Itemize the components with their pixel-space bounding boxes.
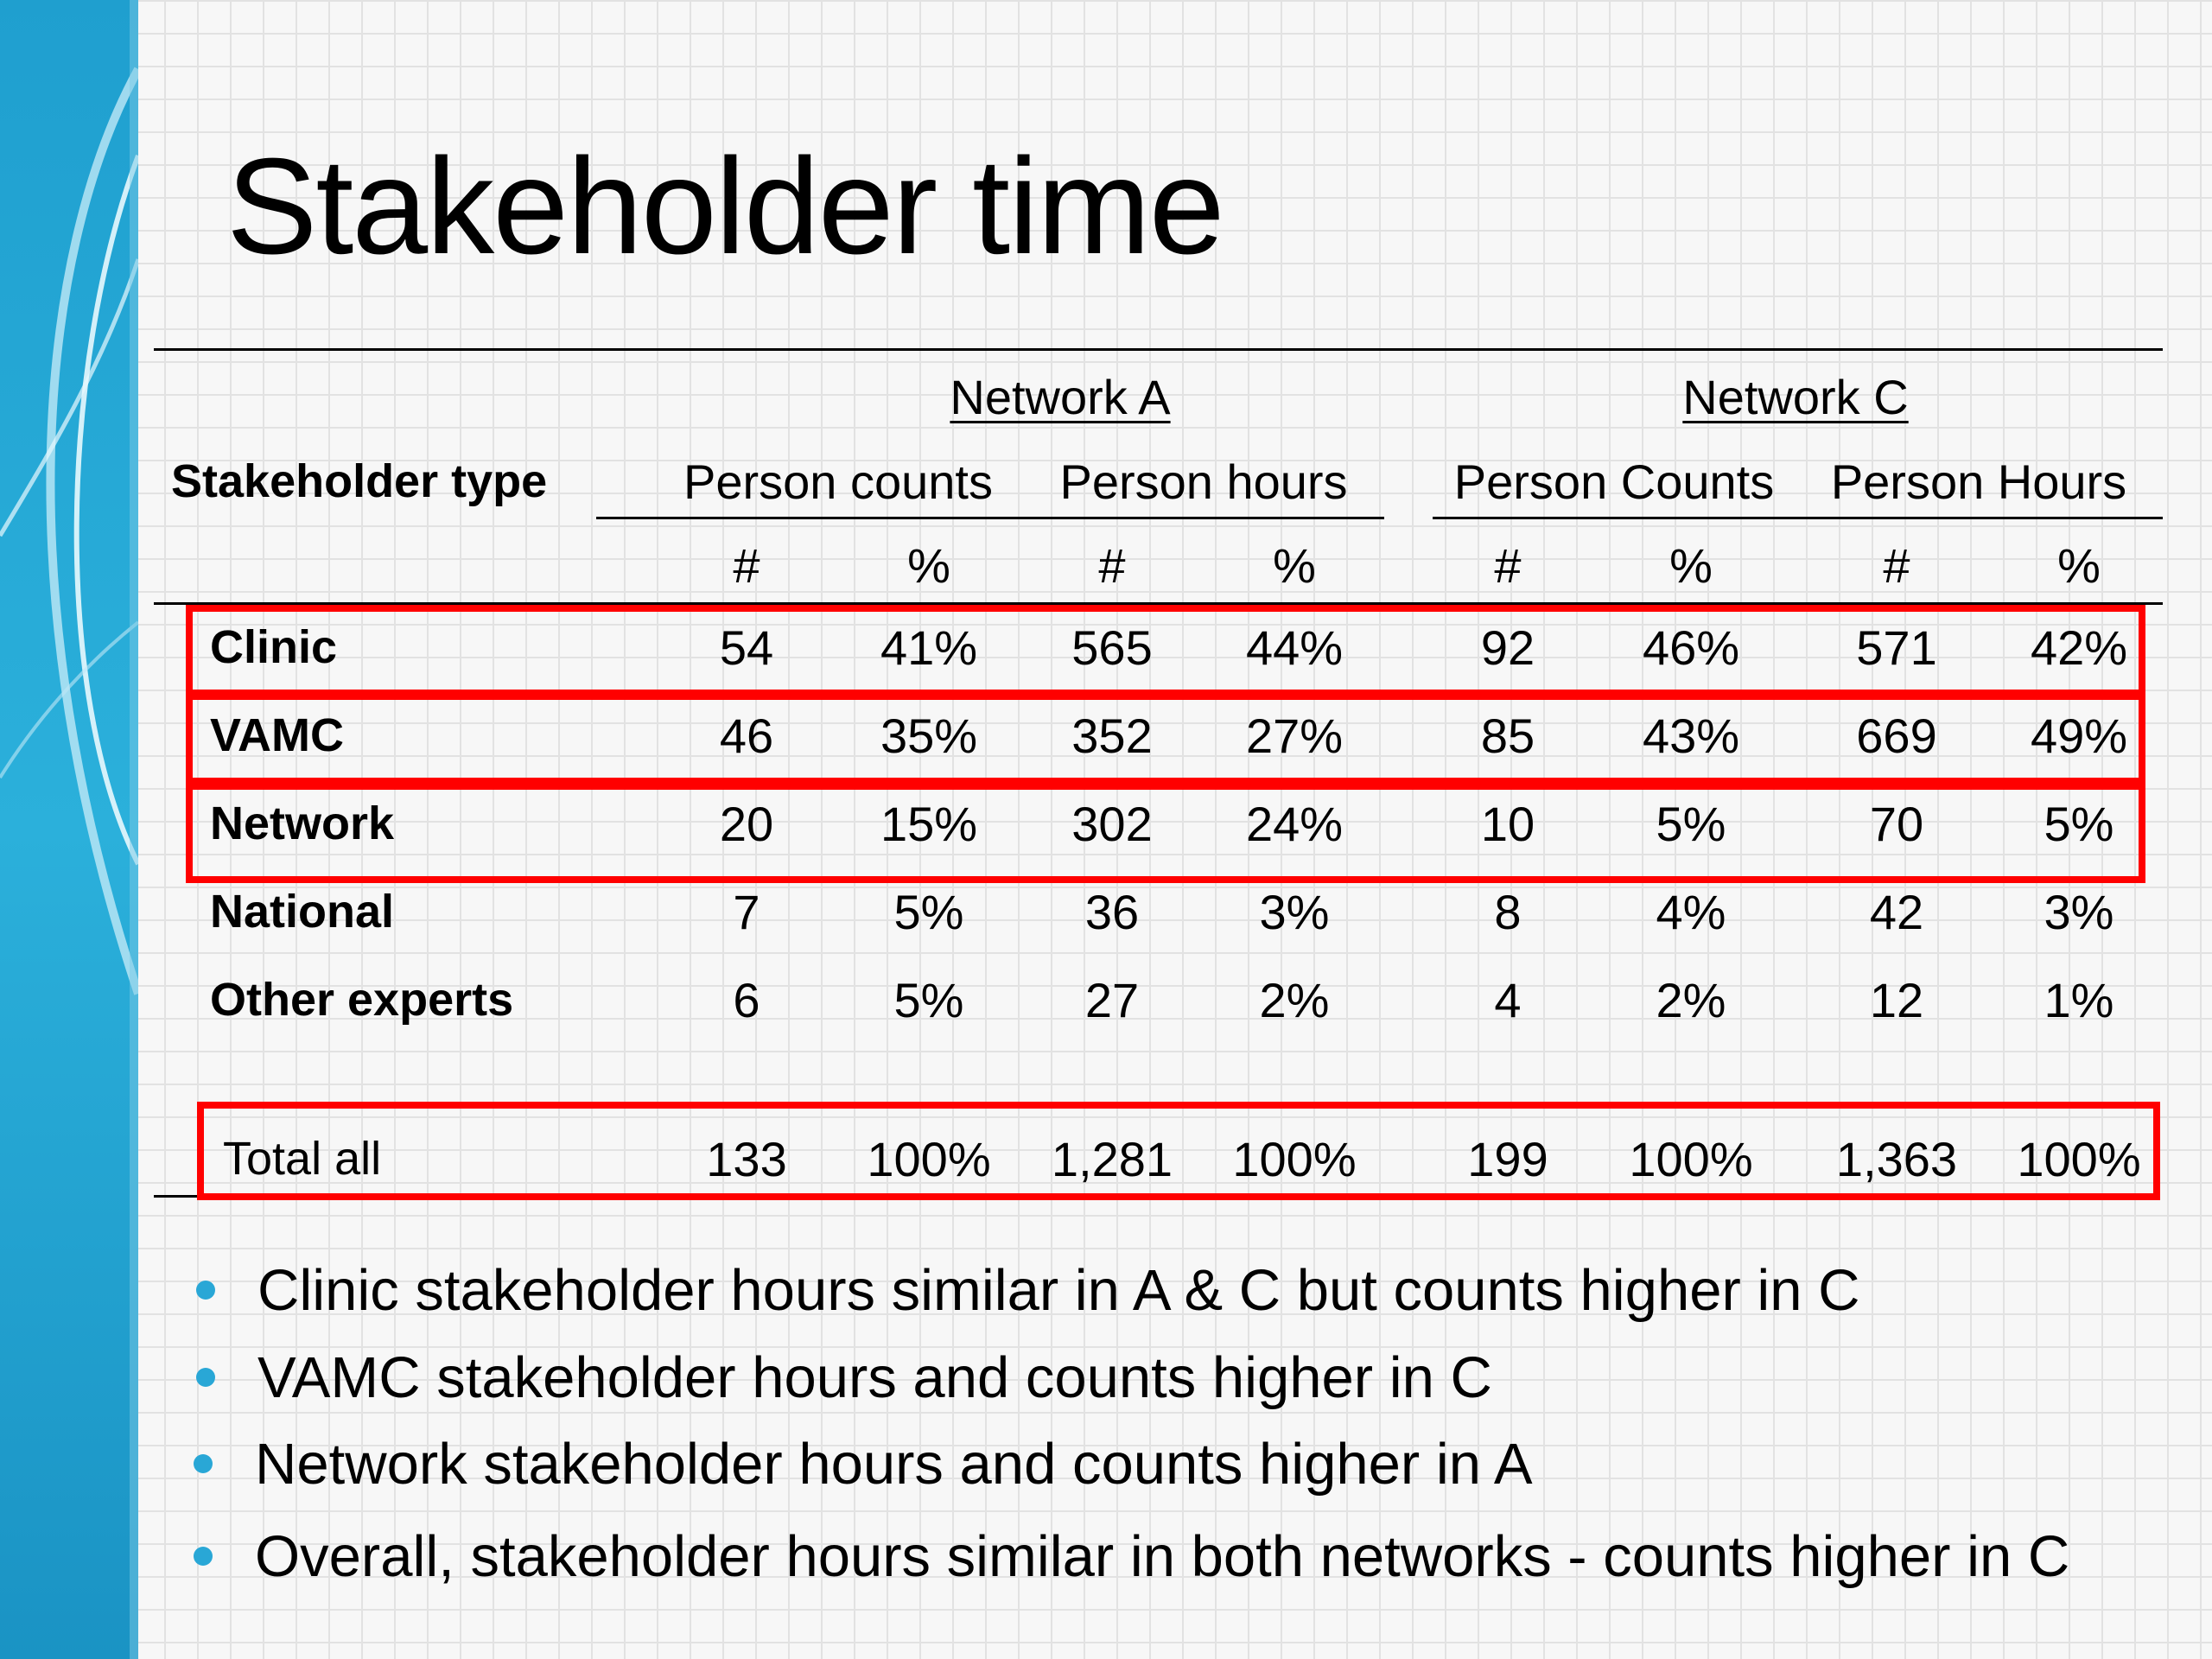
table-cell: 571 [1856,620,1937,675]
bullet-text: VAMC stakeholder hours and counts higher in C [257,1345,1492,1410]
row-label-clinic: Clinic [210,621,338,673]
table-cell: 3% [2044,885,2114,939]
table-cell: 3% [1259,885,1330,939]
total-cell: 100% [1232,1132,1357,1186]
highlight-box-vamc [186,693,2145,785]
table-cell: 6 [733,973,760,1027]
table-cell: 5% [1656,797,1726,851]
measure-header: Person Counts [1453,454,1775,509]
network-c-header: Network C [1682,370,1909,424]
table-cell: 43% [1642,709,1740,763]
total-cell: 133 [706,1132,787,1186]
table-cell: 27 [1084,973,1140,1027]
table-cell: 54 [719,620,774,675]
table-cell: 70 [1869,797,1924,851]
network-a-header: Network A [950,370,1171,424]
table-cell: 49% [2030,709,2128,763]
table-cell: 12 [1869,973,1924,1027]
table-cell: 352 [1071,709,1153,763]
network-a-rule [596,517,1384,519]
sub-header: % [907,538,950,593]
total-cell: 100% [1629,1132,1753,1186]
table-cell: 46% [1642,620,1740,675]
measure-header: Person counts [683,454,993,509]
row-label-vamc: VAMC [210,709,344,761]
table-cell: 27% [1245,709,1344,763]
table-cell: 10 [1480,797,1535,851]
total-cell: 1,363 [1835,1132,1958,1186]
sub-header: % [1669,538,1713,593]
total-cell: 100% [2017,1132,2141,1186]
slide-title: Stakeholder time [226,130,1224,283]
table-cell: 4% [1656,885,1726,939]
table-cell: 302 [1071,797,1153,851]
table-cell: 24% [1245,797,1344,851]
table-cell: 2% [1656,973,1726,1027]
table-cell: 5% [2044,797,2114,851]
highlight-box-total [197,1102,2160,1200]
table-top-rule [154,348,2163,351]
sub-header: % [1273,538,1316,593]
row-label-national: National [210,886,395,938]
table-cell: 35% [880,709,978,763]
highlight-box-network [186,783,2145,883]
sub-header: # [1494,538,1522,593]
table-cell: 44% [1245,620,1344,675]
table-cell: 565 [1071,620,1153,675]
row-label-total: Total all [223,1133,382,1185]
total-cell: 100% [867,1132,991,1186]
sub-header: # [1883,538,1910,593]
table-cell: 669 [1856,709,1937,763]
network-c-rule [1433,517,2163,519]
table-cell: 5% [893,885,964,939]
sub-header: # [733,538,760,593]
bullet-dot [196,1281,215,1300]
bullet-dot [196,1368,215,1387]
row-label-other-experts: Other experts [210,974,514,1026]
bullet-text: Overall, stakeholder hours similar in both networks - counts higher in C [255,1524,2070,1589]
bullet-dot [194,1454,213,1473]
table-cell: 2% [1259,973,1330,1027]
table-cell: 4 [1494,973,1522,1027]
table-cell: 41% [880,620,978,675]
sub-header: # [1098,538,1126,593]
bullet-text: Clinic stakeholder hours similar in A & C but counts higher in C [257,1258,1860,1323]
row-label-network: Network [210,798,395,849]
measure-header: Person Hours [1830,454,2127,509]
highlight-box-clinic [186,605,2145,696]
bullet-dot [194,1547,213,1566]
table-cell: 42% [2030,620,2128,675]
table-cell: 92 [1480,620,1535,675]
bullet-text: Network stakeholder hours and counts higher in A [255,1432,1533,1497]
measure-header: Person hours [1059,454,1348,509]
table-cell: 8 [1494,885,1522,939]
stakeholder-type-header: Stakeholder type [171,455,548,507]
table-cell: 46 [719,709,774,763]
table-cell: 15% [880,797,978,851]
table-cell: 5% [893,973,964,1027]
table-cell: 7 [733,885,760,939]
table-cell: 1% [2044,973,2114,1027]
table-cell: 20 [719,797,774,851]
table-cell: 36 [1084,885,1140,939]
table-cell: 42 [1869,885,1924,939]
total-cell: 199 [1467,1132,1548,1186]
decorative-sidebar [0,0,138,1659]
sub-header: % [2057,538,2101,593]
total-cell: 1,281 [1051,1132,1173,1186]
table-cell: 85 [1480,709,1535,763]
